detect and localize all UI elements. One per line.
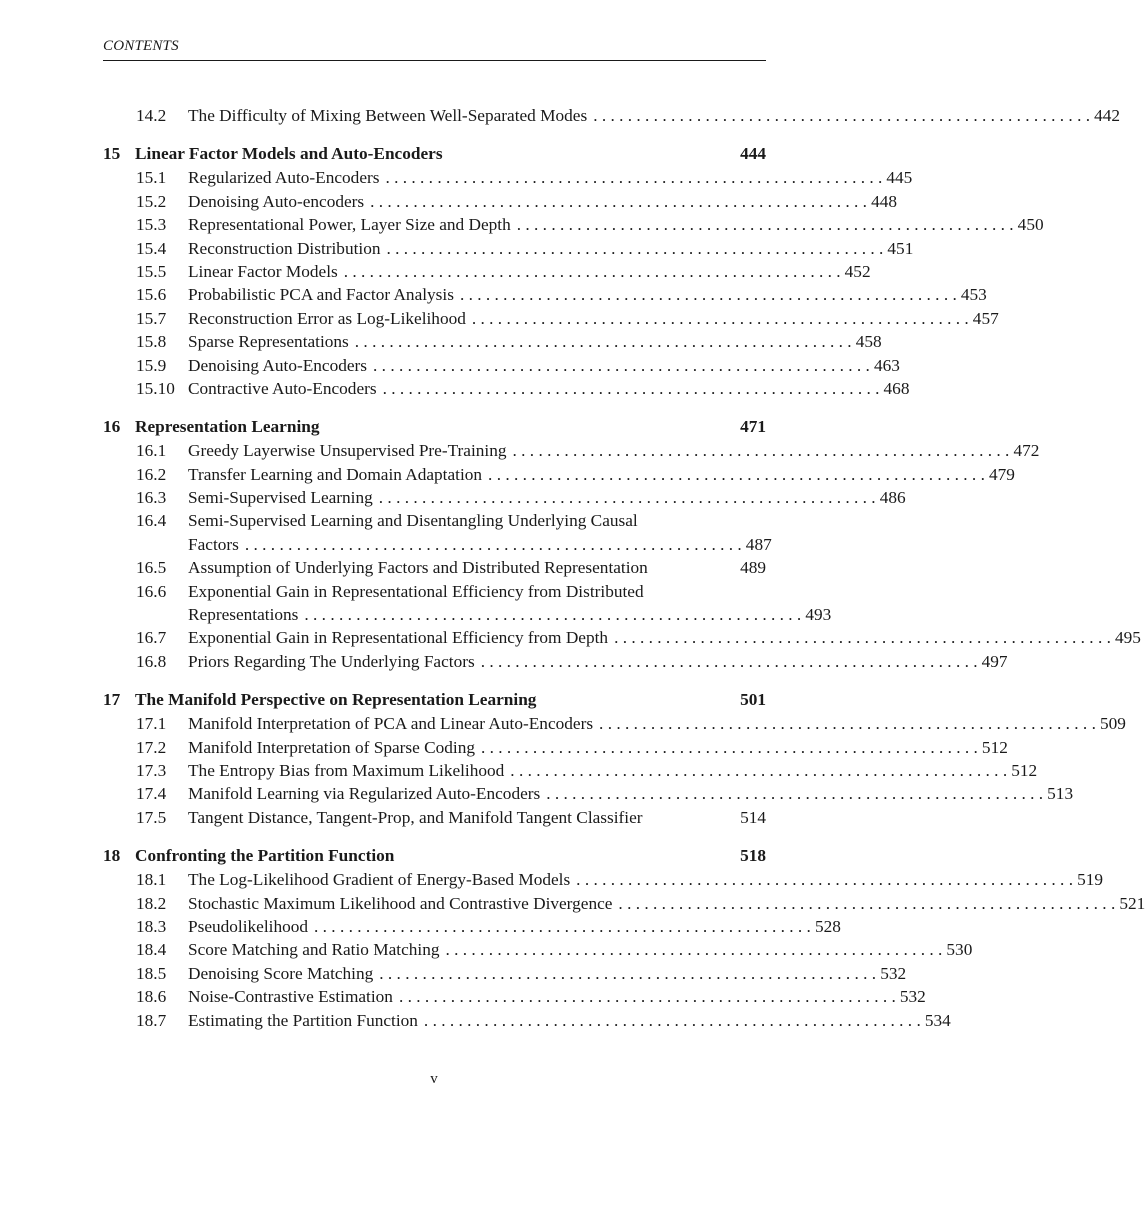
- dot-leader: . . . . . . . . . . . . . . . . . . . . . . . . . . . . . . . . . . . . . . . . . . . . . . . . . . . . . . . . . .: [459, 285, 957, 305]
- section-number: 16.2: [136, 464, 167, 484]
- section-number: 18.5: [136, 963, 167, 983]
- section-number: 16.3: [136, 488, 167, 508]
- section-title: Manifold Interpretation of PCA and Linear Auto-Encoders: [188, 714, 594, 734]
- section-title: Pseudolikelihood: [188, 916, 309, 936]
- toc-section-entry[interactable]: [103, 868, 1104, 891]
- section-page: 452: [844, 261, 871, 281]
- section-page: 528: [814, 916, 841, 936]
- section-title: Probabilistic PCA and Factor Analysis: [188, 285, 454, 305]
- section-page: 495: [1114, 628, 1141, 648]
- dot-leader: . . . . . . . . . . . . . . . . . . . . . . . . . . . . . . . . . . . . . . . . . . . . . . . . . . . . . . . . . .: [618, 893, 1116, 913]
- section-title: Tangent Distance, Tangent-Prop, and Manifold Tangent Classifier: [188, 807, 643, 827]
- section-page: 479: [988, 464, 1015, 484]
- dot-leader: . . . . . . . . . . . . . . . . . . . . . . . . . . . . . . . . . . . . . . . . . . . . . . . . . . . . . . . . . .: [614, 628, 1111, 648]
- section-page: 442: [1094, 106, 1121, 125]
- toc-section-entry[interactable]: [103, 985, 926, 1008]
- section-page: 457: [972, 308, 999, 328]
- section-number: 18.2: [136, 893, 167, 913]
- dot-leader: . . . . . . . . . . . . . . . . . . . . . . . . . . . . . . . . . . . . . . . . . . . . . . . . . . . . . . . . . .: [386, 238, 884, 258]
- section-page: 512: [981, 737, 1008, 757]
- section-number: 15.3: [136, 215, 167, 235]
- section-page: 458: [855, 332, 882, 352]
- section-title: Assumption of Underlying Factors and Distributed Representation: [188, 558, 648, 578]
- chapter-title: Linear Factor Models and Auto-Encoders: [135, 144, 443, 164]
- section-number: 17.4: [136, 784, 167, 804]
- toc-section-entry[interactable]: [103, 915, 841, 938]
- header-rule: [103, 60, 766, 61]
- section-number: 18.7: [136, 1010, 167, 1030]
- dot-leader: . . . . . . . . . . . . . . . . . . . . . . . . . . . . . . . . . . . . . . . . . . . . . . . . . . . . . . . . . .: [423, 1010, 921, 1030]
- toc-section-continuation[interactable]: [103, 603, 832, 626]
- chapter-number: 18: [103, 846, 121, 866]
- dot-leader: . . . . . . . . . . . . . . . . . . . . . . . . . . . . . . . . . . . . . . . . . . . . . . . . . . . . . . . . . .: [599, 714, 1096, 734]
- section-page: 532: [899, 987, 926, 1007]
- toc-section-entry[interactable]: [103, 650, 1008, 673]
- toc-section-entry[interactable]: [103, 283, 987, 306]
- section-number: 15.4: [136, 238, 167, 258]
- toc-section-entry[interactable]: [103, 626, 1141, 649]
- toc-chapter-entry[interactable]: [103, 844, 766, 868]
- section-title: Score Matching and Ratio Matching: [188, 940, 440, 960]
- section-title: Priors Regarding The Underlying Factors: [188, 651, 475, 671]
- section-page: 463: [873, 355, 900, 375]
- dot-leader: . . . . . . . . . . . . . . . . . . . . . . . . . . . . . . . . . . . . . . . . . . . . . . . . . . . . . . . . . .: [593, 106, 1091, 125]
- section-number: 16.8: [136, 651, 167, 671]
- toc-chapter-entry[interactable]: [103, 688, 766, 712]
- toc-section-entry[interactable]: [103, 166, 913, 189]
- section-number: 18.1: [136, 870, 167, 890]
- toc-section-continuation[interactable]: [103, 533, 772, 556]
- section-page: 532: [880, 963, 907, 983]
- section-title: Reconstruction Error as Log-Likelihood: [188, 308, 466, 328]
- section-title: Semi-Supervised Learning and Disentangling Underlying Causal: [188, 511, 638, 531]
- dot-leader: . . . . . . . . . . . . . . . . . . . . . . . . . . . . . . . . . . . . . . . . . . . . . . . . . . . . . . . . . .: [378, 488, 876, 508]
- section-title: The Log-Likelihood Gradient of Energy-Based Models: [188, 870, 571, 890]
- dot-leader: . . . . . . . . . . . . . . . . . . . . . . . . . . . . . . . . . . . . . . . . . . . . . . . . . . . . . . . . . .: [488, 464, 985, 484]
- section-number: 17.1: [136, 714, 167, 734]
- toc-section-entry[interactable]: [103, 439, 1040, 462]
- table-of-contents: [103, 104, 1145, 1032]
- section-number: 15.2: [136, 191, 167, 211]
- section-title: The Entropy Bias from Maximum Likelihood: [188, 760, 505, 780]
- section-number: 16.6: [136, 581, 167, 601]
- dot-leader: . . . . . . . . . . . . . . . . . . . . . . . . . . . . . . . . . . . . . . . . . . . . . . . . . . . . . . . . . .: [510, 760, 1008, 780]
- toc-section-entry[interactable]: [103, 806, 766, 829]
- section-title: Sparse Representations: [188, 332, 349, 352]
- chapter-page: 501: [740, 690, 766, 710]
- dot-leader: . . . . . . . . . . . . . . . . . . . . . . . . . . . . . . . . . . . . . . . . . . . . . . . . . . . . . . . . . .: [314, 916, 811, 936]
- section-page: 534: [924, 1010, 951, 1030]
- section-title: Exponential Gain in Representational Efficiency from Depth: [188, 628, 609, 648]
- section-title: Linear Factor Models: [188, 261, 338, 281]
- chapter-page: 518: [740, 846, 766, 866]
- section-page: 450: [1017, 215, 1044, 235]
- toc-chapter-entry[interactable]: [103, 142, 766, 166]
- section-title: Denoising Score Matching: [188, 963, 374, 983]
- section-title: Noise-Contrastive Estimation: [188, 987, 393, 1007]
- dot-leader: . . . . . . . . . . . . . . . . . . . . . . . . . . . . . . . . . . . . . . . . . . . . . . . . . . . . . . . . . .: [516, 215, 1014, 235]
- section-number: 15.8: [136, 332, 167, 352]
- section-page: 509: [1099, 714, 1126, 734]
- section-page: 493: [805, 605, 832, 625]
- section-title: Denoising Auto-Encoders: [188, 355, 368, 375]
- toc-section-entry[interactable]: [103, 213, 1044, 236]
- toc-section-entry[interactable]: [103, 782, 1074, 805]
- section-page: 487: [745, 534, 772, 554]
- section-number: 18.6: [136, 987, 167, 1007]
- section-number: 14.2: [136, 106, 167, 125]
- section-page: 512: [1011, 760, 1038, 780]
- dot-leader: . . . . . . . . . . . . . . . . . . . . . . . . . . . . . . . . . . . . . . . . . . . . . . . . . . . . . . . . . .: [398, 987, 896, 1007]
- dot-leader: . . . . . . . . . . . . . . . . . . . . . . . . . . . . . . . . . . . . . . . . . . . . . . . . . . . . . . . . . .: [354, 332, 852, 352]
- toc-section-entry[interactable]: [103, 486, 906, 509]
- section-title: Semi-Supervised Learning: [188, 488, 373, 508]
- dot-leader: . . . . . . . . . . . . . . . . . . . . . . . . . . . . . . . . . . . . . . . . . . . . . . . . . . . . . . . . . .: [512, 441, 1010, 461]
- section-title: Representational Power, Layer Size and Depth: [188, 215, 511, 235]
- toc-section-entry[interactable]: [103, 509, 766, 532]
- chapter-number: 15: [103, 144, 121, 164]
- section-title: Transfer Learning and Domain Adaptation: [188, 464, 483, 484]
- section-title: Manifold Interpretation of Sparse Coding: [188, 737, 475, 757]
- chapter-page: 471: [740, 417, 766, 437]
- section-title-continued: Representations: [188, 605, 299, 625]
- section-page: 497: [981, 651, 1008, 671]
- toc-section-entry[interactable]: [103, 1009, 951, 1032]
- section-page: 514: [740, 807, 766, 827]
- dot-leader: . . . . . . . . . . . . . . . . . . . . . . . . . . . . . . . . . . . . . . . . . . . . . . . . . . . . . . . . . .: [576, 870, 1074, 890]
- dot-leader: . . . . . . . . . . . . . . . . . . . . . . . . . . . . . . . . . . . . . . . . . . . . . . . . . . . . . . . . . .: [481, 737, 978, 757]
- section-title: Reconstruction Distribution: [188, 238, 381, 258]
- chapter-title: Confronting the Partition Function: [135, 846, 395, 866]
- section-number: 15.5: [136, 261, 167, 281]
- section-number: 17.2: [136, 737, 167, 757]
- toc-section-entry[interactable]: [103, 556, 766, 579]
- section-title: The Difficulty of Mixing Between Well-Separated Modes: [188, 106, 588, 125]
- section-page: 445: [886, 168, 913, 188]
- section-page: 513: [1047, 784, 1074, 804]
- section-number: 16.5: [136, 558, 167, 578]
- section-number: 17.3: [136, 760, 167, 780]
- chapter-title: The Manifold Perspective on Representation Learning: [135, 690, 537, 710]
- dot-leader: . . . . . . . . . . . . . . . . . . . . . . . . . . . . . . . . . . . . . . . . . . . . . . . . . . . . . . . . . .: [304, 605, 802, 625]
- dot-leader: . . . . . . . . . . . . . . . . . . . . . . . . . . . . . . . . . . . . . . . . . . . . . . . . . . . . . . . . . .: [343, 261, 841, 281]
- section-title: Greedy Layerwise Unsupervised Pre-Training: [188, 441, 507, 461]
- section-number: 16.1: [136, 441, 167, 461]
- section-title: Contractive Auto-Encoders: [188, 378, 377, 398]
- toc-section-entry[interactable]: [103, 463, 1015, 486]
- toc-section-entry[interactable]: [103, 580, 766, 603]
- section-page: 451: [887, 238, 914, 258]
- toc-section-entry[interactable]: [103, 237, 914, 260]
- dot-leader: . . . . . . . . . . . . . . . . . . . . . . . . . . . . . . . . . . . . . . . . . . . . . . . . . . . . . . . . . .: [480, 651, 978, 671]
- dot-leader: . . . . . . . . . . . . . . . . . . . . . . . . . . . . . . . . . . . . . . . . . . . . . . . . . . . . . . . . . .: [382, 378, 880, 398]
- chapter-title: Representation Learning: [135, 417, 320, 437]
- toc-section-entry[interactable]: [103, 190, 897, 213]
- section-number: 18.4: [136, 940, 167, 960]
- chapter-number: 17: [103, 690, 121, 710]
- section-title: Exponential Gain in Representational Efficiency from Distributed: [188, 581, 644, 601]
- section-number: 17.5: [136, 807, 167, 827]
- toc-section-entry[interactable]: [103, 962, 907, 985]
- section-title: Regularized Auto-Encoders: [188, 168, 380, 188]
- toc-section-entry[interactable]: [103, 736, 1008, 759]
- toc-section-entry[interactable]: [103, 377, 910, 400]
- section-number: 16.7: [136, 628, 167, 648]
- section-title: Stochastic Maximum Likelihood and Contrastive Divergence: [188, 893, 613, 913]
- toc-chapter-entry[interactable]: [103, 415, 766, 439]
- dot-leader: . . . . . . . . . . . . . . . . . . . . . . . . . . . . . . . . . . . . . . . . . . . . . . . . . . . . . . . . . .: [373, 355, 870, 375]
- section-title: Manifold Learning via Regularized Auto-Encoders: [188, 784, 541, 804]
- page-number: v: [430, 1071, 438, 1087]
- dot-leader: . . . . . . . . . . . . . . . . . . . . . . . . . . . . . . . . . . . . . . . . . . . . . . . . . . . . . . . . . .: [471, 308, 969, 328]
- toc-section-entry[interactable]: [103, 104, 1121, 127]
- section-title: Estimating the Partition Function: [188, 1010, 418, 1030]
- toc-section-entry[interactable]: [103, 354, 900, 377]
- section-title-continued: Factors: [188, 534, 239, 554]
- running-head: CONTENTS: [103, 38, 179, 54]
- section-number: 15.7: [136, 308, 167, 328]
- chapter-number: 16: [103, 417, 121, 437]
- toc-section-entry[interactable]: [103, 938, 973, 961]
- toc-section-entry[interactable]: [103, 712, 1126, 735]
- section-number: 15.9: [136, 355, 167, 375]
- section-number: 15.10: [136, 378, 175, 398]
- section-page: 521: [1119, 893, 1145, 913]
- dot-leader: . . . . . . . . . . . . . . . . . . . . . . . . . . . . . . . . . . . . . . . . . . . . . . . . . . . . . . . . . .: [244, 534, 742, 554]
- dot-leader: . . . . . . . . . . . . . . . . . . . . . . . . . . . . . . . . . . . . . . . . . . . . . . . . . . . . . . . . . .: [546, 784, 1044, 804]
- toc-section-entry[interactable]: [103, 330, 882, 353]
- section-number: 18.3: [136, 916, 167, 936]
- toc-section-entry[interactable]: [103, 759, 1038, 782]
- section-page: 453: [960, 285, 987, 305]
- section-page: 448: [871, 191, 897, 211]
- section-page: 472: [1013, 441, 1040, 461]
- section-title: Denoising Auto-encoders: [188, 191, 365, 211]
- section-page: 530: [946, 940, 973, 960]
- toc-section-entry[interactable]: [103, 260, 871, 283]
- dot-leader: . . . . . . . . . . . . . . . . . . . . . . . . . . . . . . . . . . . . . . . . . . . . . . . . . . . . . . . . . .: [385, 168, 883, 188]
- section-number: 15.6: [136, 285, 167, 305]
- section-number: 15.1: [136, 168, 167, 188]
- chapter-page: 444: [740, 144, 766, 164]
- section-page: 468: [883, 378, 910, 398]
- dot-leader: . . . . . . . . . . . . . . . . . . . . . . . . . . . . . . . . . . . . . . . . . . . . . . . . . . . . . . . . . .: [445, 940, 943, 960]
- section-number: 16.4: [136, 511, 167, 531]
- toc-section-entry[interactable]: [103, 892, 1145, 915]
- dot-leader: . . . . . . . . . . . . . . . . . . . . . . . . . . . . . . . . . . . . . . . . . . . . . . . . . . . . . . . . . .: [370, 191, 867, 211]
- section-page: 486: [879, 488, 906, 508]
- section-page: 489: [740, 558, 766, 578]
- toc-section-entry[interactable]: [103, 307, 999, 330]
- section-page: 519: [1077, 870, 1104, 890]
- dot-leader: . . . . . . . . . . . . . . . . . . . . . . . . . . . . . . . . . . . . . . . . . . . . . . . . . . . . . . . . . .: [379, 963, 877, 983]
